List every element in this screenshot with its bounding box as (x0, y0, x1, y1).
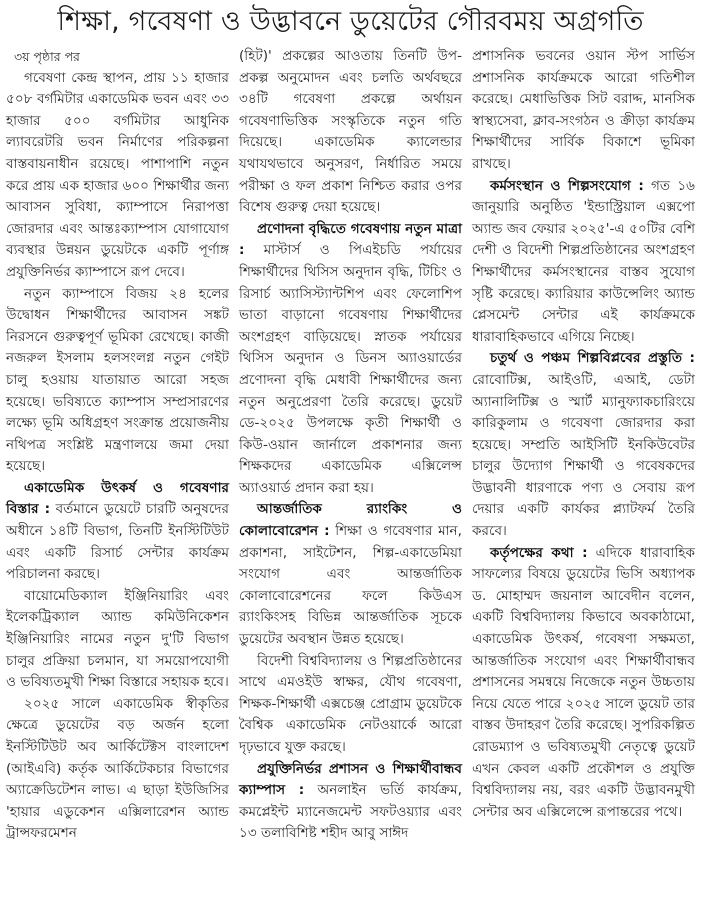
paragraph (6, 68, 229, 284)
section-subheading: প্রণোদনা বৃদ্ধিতে গবেষণায় নতুন মাত্রা : (239, 220, 462, 259)
paragraph-text: বর্তমানে ডুয়েটে চারটি অনুষদের অধীনে ১৪টি বিভাগ, তিনটি ইনস্টিটিউট এবং একটি রিসার্চ সেন্টার কার্যক্রম পরিচালনা করছে। (6, 501, 229, 583)
paragraph-text: মাস্টার্স ও পিএইচডি পর্যায়ের শিক্ষার্থীদের থিসিস অনুদান বৃদ্ধি, টিচিং ও রিসার্চ অ্যাসিস্ট্যান্টশিপ এবং ফেলোশিপ ভাতা বাড়ানো গবেষণায় শিক্ষার্থীদের অংশগ্রহণ বাড়িয়েছে। স্নাতক পর্যায়ের থিসিস অনুদান ও ডিনস অ্যাওয়ার্ডের প্রণোদনা বৃদ্ধি মেধাবী শিক্ষার্থীদের জন্য নতুন অনুপ্রেরণা তৈরি করেছে। ডুয়েট ডে-২০২৫ উপলক্ষে কৃতী শিক্ষার্থী ও কিউ-ওয়ান জার্নালে প্রকাশনার জন্য শিক্ষকদের একাডেমিক এক্সিলেন্স অ্যাওয়ার্ড প্রদান করা হয়। (239, 242, 462, 496)
column-2 (239, 46, 462, 845)
paragraph-text: গবেষণা কেন্দ্র স্থাপন, প্রায় ১১ হাজার ৫০৮ বর্গমিটার একাডেমিক ভবন এবং ৩৩ হাজার ৫০০ বর্গমিটার আধুনিক ল্যাবরেটরি ভবন নির্মাণের পরিকল্পনা বাস্তবায়নাধীন রয়েছে। পাশাপাশি নতুন করে প্রায় এক হাজার ৬০০ শিক্ষার্থীর জন্য আবাসন সুবিধা, ক্যাম্পাসে নিরাপত্তা জোরদার এবং আন্তঃক্যাম্পাস যোগাযোগ ব্যবস্থার উন্নয়ন ডুয়েটকে একটি পূর্ণাঙ্গ প্রযুক্তিনির্ভর ক্যাম্পাসে রূপ দেবে। (6, 69, 229, 280)
section-subheading: আন্তর্জাতিক র‌্যাংকিং ও কোলাবোরেশন : (239, 501, 462, 540)
paragraph (472, 348, 695, 542)
paragraph (239, 759, 462, 845)
paragraph (6, 586, 229, 694)
paragraph-text: এদিকে ধারাবাহিক সাফল্যের বিষয়ে ডুয়েটের ভিসি অধ্যাপক ড. মোহাম্মদ জয়নাল আবেদীন বলেন, একটি বিশ্ববিদ্যালয় কিভাবে অবকাঠামো, একাডেমিক উৎকর্ষ, গবেষণা সক্ষমতা, আন্তর্জাতিক সংযোগ এবং শিক্ষার্থীবান্ধব প্রশাসনের সমন্বয়ে নিজেকে নতুন উচ্চতায় নিয়ে যেতে পারে ২০২৫ সালে ডুয়েট তার বাস্তব উদাহরণ তৈরি করেছে। সুপরিকল্পিত রোডম্যাপ ও ভবিষ্যতমুখী নেতৃত্বে ডুয়েট এখন কেবল একটি প্রকৌশল ও প্রযুক্তি বিশ্ববিদ্যালয় নয়, বরং একটি উদ্ভাবনমুখী সেন্টার অব এক্সিলেন্সে রূপান্তরের পথে। (472, 544, 695, 820)
paragraph-text: রোবোটিক্স, আইওটি, এআই, ডেটা অ্যানালিটিক্স ও স্মার্ট ম্যানুফ্যাকচারিংয়ে কারিকুলাম ও গবেষণা জোরদার করা হয়েছে। সম্প্রতি আইসিটি ইনকিউবেটর চালুর উদ্যোগ শিক্ষার্থী ও গবেষকদের উদ্ভাবনী ধারণাকে পণ্য ও সেবায় রূপ দেয়ার একটি কার্যকর প্ল্যাটফর্ম তৈরি করবে। (472, 371, 695, 540)
paragraph (239, 499, 462, 650)
section-subheading: কর্তৃপক্ষের কথা : (490, 544, 588, 561)
headline: শিক্ষা, গবেষণা ও উদ্ভাবনে ডুয়েটের গৌরবময় অগ্রগতি (57, 5, 644, 37)
paragraph (472, 543, 695, 824)
section-subheading: একাডেমিক উৎকর্ষ ও গবেষণার বিস্তার : (6, 479, 229, 518)
paragraph-text: শিক্ষা ও গবেষণার মান, প্রকাশনা, সাইটেশন, শিল্প-একাডেমিয়া সংযোগ এবং আন্তর্জাতিক কোলাবোরেশনের ফলে কিউএস র‌্যাংকিংসহ বিভিন্ন আন্তর্জাতিক সূচকে ডুয়েটের অবস্থান উন্নত হয়েছে। (239, 523, 462, 648)
paragraph (472, 176, 695, 349)
column-1 (6, 46, 229, 845)
section-subheading: প্রযুক্তিনির্ভর প্রশাসন ও শিক্ষার্থীবান্ধব ক্যাম্পাস : (239, 760, 462, 799)
section-subheading: কর্মসংস্থান ও শিল্পসংযোগ : (490, 177, 644, 194)
article-body (0, 46, 701, 845)
continued-from-label: ৩য় পৃষ্ঠার পর (14, 49, 80, 64)
paragraph (6, 478, 229, 586)
paragraph-text: বিদেশী বিশ্ববিদ্যালয় ও শিল্পপ্রতিষ্ঠানের সাথে এমওইউ স্বাক্ষর, যৌথ গবেষণা, শিক্ষক-শিক্ষার্থী এক্সচেঞ্জ প্রোগ্রাম ডুয়েটকে বৈশ্বিক একাডেমিক নেটওয়ার্কে আরো দৃঢ়ভাবে যুক্ত করছে। (239, 652, 462, 755)
paragraph-text: প্রশাসনিক ভবনের ওয়ান স্টপ সার্ভিস প্রশাসনিক কার্যক্রমকে আরো গতিশীল করেছে। মেধাভিত্তিক সিট বরাদ্দ, মানসিক স্বাস্থ্যসেবা, ক্লাব-সংগঠন ও ক্রীড়া কার্যক্রম শিক্ষার্থীদের সার্বিক বিকাশে ভূমিকা রাখছে। (472, 48, 695, 172)
paragraph-text: ২০২৫ সালে একাডেমিক স্বীকৃতির ক্ষেত্রে ডুয়েটের বড় অর্জন হলো ইনস্টিটিউট অব আর্কিটেক্টস বাংলাদেশ (আইএবি) কর্তৃক আর্কিটেকচার বিভাগের অ্যাক্রেডিটেশন লাভ। এ ছাড়া ইউজিসির 'হায়ার এডুকেশন এক্সিলারেশন অ্যান্ড ট্রান্সফরমেশন (6, 695, 229, 842)
paragraph-text: নতুন ক্যাম্পাসে বিজয় ২৪ হলের উদ্বোধন শিক্ষার্থীদের আবাসন সঙ্কট নিরসনে গুরুত্বপূর্ণ ভূমিকা রেখেছে। কাজী নজরুল ইসলাম হলসংলগ্ন নতুন গেইট চালু হওয়ায় যাতায়াত আরো সহজ হয়েছে। ভবিষ্যতে ক্যাম্পাস সম্প্রসারণের লক্ষ্যে ভূমি অধিগ্রহণ সংক্রান্ত প্রয়োজনীয় নথিপত্র সংশ্লিষ্ট মন্ত্রণালয়ে জমা দেয়া হয়েছে। (6, 285, 229, 475)
paragraph (6, 284, 229, 478)
section-subheading: চতুর্থ ও পঞ্চম শিল্পবিপ্লবের প্রস্তুতি : (490, 350, 695, 367)
paragraph (239, 46, 462, 219)
paragraph (472, 46, 695, 176)
paragraph-text: গত ১৬ জানুয়ারি অনুষ্ঠিত 'ইন্ডাস্ট্রিয়াল এক্সপো অ্যান্ড জব ফেয়ার ২০২৫'-এ ৫০টির বেশি দেশী ও বিদেশী শিল্পপ্রতিষ্ঠানের অংশগ্রহণ শিক্ষার্থীদের কর্মসংস্থানের বাস্তব সুযোগ সৃষ্টি করেছে। ক্যারিয়ার কাউন্সেলিং অ্যান্ড প্লেসমেন্ট সেন্টার এই কার্যক্রমকে ধারাবাহিকভাবে এগিয়ে নিচ্ছে। (472, 177, 695, 345)
paragraph-text: বায়োমেডিক্যাল ইঞ্জিনিয়ারিং এবং ইলেকট্রিক্যাল অ্যান্ড কমিউনিকেশন ইঞ্জিনিয়ারিং নামের নতুন দু'টি বিভাগ চালুর প্রক্রিয়া চলমান, যা সময়োপযোগী ও ভবিষ্যতমুখী শিক্ষা বিস্তারে সহায়ক হবে। (6, 587, 229, 691)
paragraph (239, 219, 462, 500)
paragraph-text: (হিট)' প্রকল্পের আওতায় তিনটি উপ-প্রকল্প অনুমোদন এবং চলতি অর্থবছরে ৩৪টি গবেষণা প্রকল্পে অর্থায়ন গবেষণাভিত্তিক সংস্কৃতিকে নতুন গতি দিয়েছে। একাডেমিক ক্যালেন্ডার যথাযথভাবে অনুসরণ, নির্ধারিত সময়ে পরীক্ষা ও ফল প্রকাশ নিশ্চিত করার ওপর বিশেষ গুরুত্ব দেয়া হয়েছে। (239, 48, 462, 216)
column-3 (472, 46, 695, 845)
paragraph (239, 651, 462, 759)
paragraph-text: অনলাইন ভর্তি কার্যক্রম, কমপ্লেইন্ট ম্যানেজমেন্ট সফটওয়্যার এবং ১৩ তলাবিশিষ্ট শহীদ আবু সাঈদ (239, 782, 462, 842)
paragraph (6, 694, 229, 845)
